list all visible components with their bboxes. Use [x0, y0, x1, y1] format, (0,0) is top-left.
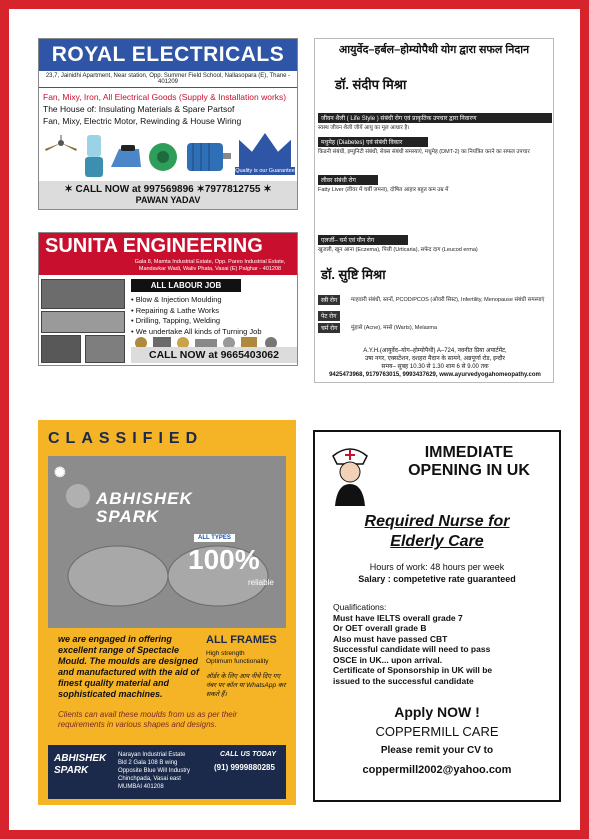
percent-text: 100%: [188, 544, 260, 575]
service-item: • Drilling, Tapping, Welding: [131, 316, 297, 327]
sunita-title: SUNITA ENGINEERING: [39, 233, 297, 259]
sunita-services: [131, 279, 297, 337]
ayur-text1: स्वस्थ जीवन शैली जीयें आयु का मूल आधार है।: [318, 125, 410, 131]
contact-email: coppermill2002@yahoo.com: [362, 764, 512, 776]
ayur-timing: समय– सुबह 10.30 से 1.30 शाम 6 से 9.00 तक: [381, 364, 489, 370]
ayur-bar5: स्त्री रोग: [318, 295, 340, 305]
spiral-logo-icon: ✺: [54, 464, 66, 480]
classified-footer: [48, 745, 286, 799]
royal-line1: Fan, Mixy, Iron, All Electrical Goods (Supply & Installation works): [43, 92, 287, 102]
ayur-text2: किडनी संबंधी, इम्युनिटी संबंधी, सेक्स संबंधी समस्याएं, मधुमेह (DMT-2) का नियंत्रित करने का सफल उपचार: [318, 149, 530, 155]
uk-nurse-ad: [313, 430, 561, 802]
ayur-bar1: जीवन शैली ( Life Style ) संबंधी रोग एवं प्राकृतिक उपचार द्वारा निवारण: [318, 113, 552, 123]
royal-electricals-ad: [38, 38, 298, 210]
reliable-text: reliable: [248, 578, 274, 587]
ayur-address1: A.Y.H.(आयुर्वेद–योग–होम्योपैथी) A–724, नवनीत प्रिया अपार्टमेंट,: [363, 348, 507, 354]
mould-image: [48, 456, 286, 628]
frames-description: High strength Optimum functionality: [206, 650, 269, 665]
nurse-icon: [323, 442, 377, 506]
royal-title: ROYAL ELECTRICALS: [39, 39, 297, 71]
service-item: • Repairing & Lathe Works: [131, 306, 297, 317]
product-images: [39, 129, 297, 187]
ayur-footer: [318, 347, 552, 379]
sunita-address: Gala 8, Mamta Industrial Estate, Opp. Pareo Industrial Estate, Mandavkar Wadi, Waliv Phata, Vasai (E) Palghar - 401208: [39, 259, 297, 275]
all-frames-title: ALL FRAMES: [206, 634, 277, 646]
mixer-icon: [83, 135, 105, 179]
uk-heading: IMMEDIATE OPENING IN UK: [408, 444, 530, 479]
royal-address: 23,7, Jainidhi Apartment, Near station, Opp. Summer Field School, Nallasopara (E), Thane - 401209: [39, 71, 297, 88]
ayur-text3: Fatty Liver (लीवर में चर्बी जमना), दोषित आहार बहुत कम उम्र में: [318, 187, 449, 193]
hindi-note: ऑर्डर के लिए आप नीचे दिए गए नंबर पर कॉल या WhatsApp कर सकते हैं।: [206, 673, 286, 698]
remit-cv: Please remit your CV to: [380, 745, 494, 756]
ayur-text5: माहवारी संबंधी, स्तनों, PCOD/PCOS (ओवरी सिस्ट), Infertility, Menopause संबंधी समस्याएं: [351, 297, 545, 303]
ayur-bar4: एलर्जी– चर्म एवं यौन रोग: [318, 235, 408, 245]
sunita-engineering-ad: [38, 232, 298, 366]
machine-photo: [41, 335, 81, 363]
classified-ad: [38, 420, 296, 805]
iron-icon: [109, 145, 143, 171]
classified-brand: ABHISHEK SPARK: [96, 489, 193, 526]
classified-phone: (91) 9999880285: [214, 763, 275, 772]
mould-photo: [48, 456, 286, 628]
doctor1-name: डॉ. संदीप मिश्रा: [335, 77, 407, 92]
footer-address: Narayan Industrial Estate Bld 2 Gala 108 B wing Opposite Blue Will Industry Chinchpada, Vasai east MUMBAI 401208: [118, 752, 191, 790]
water-pump-icon: [147, 139, 181, 175]
royal-call-text: ✶ CALL NOW at 997569896 ✶7977812755 ✶: [64, 184, 272, 195]
electric-motor-icon: [185, 137, 233, 177]
ayur-text6: मुंहासे (Acne), मस्से (Warts), Melasma: [351, 325, 438, 331]
required-nurse: Required Nurse for Elderly Care: [364, 513, 510, 550]
doctor2-name: डॉ. सुष्टि मिश्रा: [321, 267, 386, 282]
hours-of-work: Hours of work: 48 hours per week: [369, 562, 505, 572]
ayur-heading: आयुर्वेद–हर्बल–होम्योपैथी योग द्वारा सफल निदान: [338, 44, 530, 56]
classified-description: we are engaged in offering excellent range of Spectacle Mould. The moulds are designed and manufactured with the aid of finest quality material and sophisticated machines.: [58, 634, 200, 699]
apply-now: Apply NOW !: [394, 704, 480, 720]
footer-brand: ABHISHEK SPARK: [54, 753, 107, 776]
royal-call-bar: [39, 181, 297, 209]
all-types-badge: ALL TYPES: [194, 534, 235, 542]
ceiling-fan-icon: [43, 135, 79, 175]
salary-text: Salary : competetive rate guaranteed: [358, 574, 516, 584]
crown-icon: [239, 133, 291, 167]
ayur-address2: उषा नगर, एक्सटेंशन, दशहरा मैदान के सामने, अन्नपूर्णा रोड, इन्दौर: [365, 356, 505, 362]
classified-title: CLASSIFIED: [48, 430, 204, 447]
ayur-web: 9425473968, 9179763015, 9993437629, www.ayurvedyogahomeopathy.com: [329, 372, 541, 378]
qualifications: Qualifications: Must have IELTS overall grade 7 Or OET overall grade B Also must have passed CBT Successful candidate will need to pass OSCE in UK... upon arrival. Certificate of Sponsorship in UK will be issued to the successful candidate: [333, 602, 493, 686]
royal-line3: Fan, Mixy, Electric Motor, Rewinding & House Wiring: [43, 116, 242, 126]
machine-photo: [85, 335, 125, 363]
quality-badge: Quality is our Guarantee: [235, 133, 295, 181]
ayur-text4: खुजली, खून आना (Eczema), पित्ती (Urticaria), सफेद दाग (Leucod erma): [318, 247, 478, 253]
ayurveda-ad: [314, 38, 554, 383]
ayur-bar7: चर्म रोग: [318, 323, 340, 333]
company-name: COPPERMILL CARE: [375, 724, 499, 739]
service-item: • Blow & Injection Moulding: [131, 295, 297, 306]
job-header: ALL LABOUR JOB: [131, 279, 241, 292]
service-item: • We undertake All kinds of Turning Job: [131, 327, 297, 338]
ayur-bar3: लीवर संबंधी रोग: [318, 175, 378, 185]
clients-text: Clients can avail these moulds from us as per their requirements in various shapes and designs.: [58, 710, 238, 729]
royal-contact-person: PAWAN YADAV: [135, 195, 201, 205]
call-us-today: CALL US TODAY: [220, 751, 277, 758]
ayur-bar6: पेट रोग: [318, 311, 340, 321]
machine-photo: [41, 279, 125, 309]
machining-photos: [41, 279, 126, 365]
royal-line2: The House of: Insulating Materials & Spare Partsof: [43, 104, 235, 114]
machine-photo: [41, 311, 125, 333]
sunita-call: CALL NOW at 9665403062: [131, 347, 297, 363]
ayur-bar2: मधुमेह (Diabetes) एवं संबंधी विकार: [318, 137, 428, 147]
